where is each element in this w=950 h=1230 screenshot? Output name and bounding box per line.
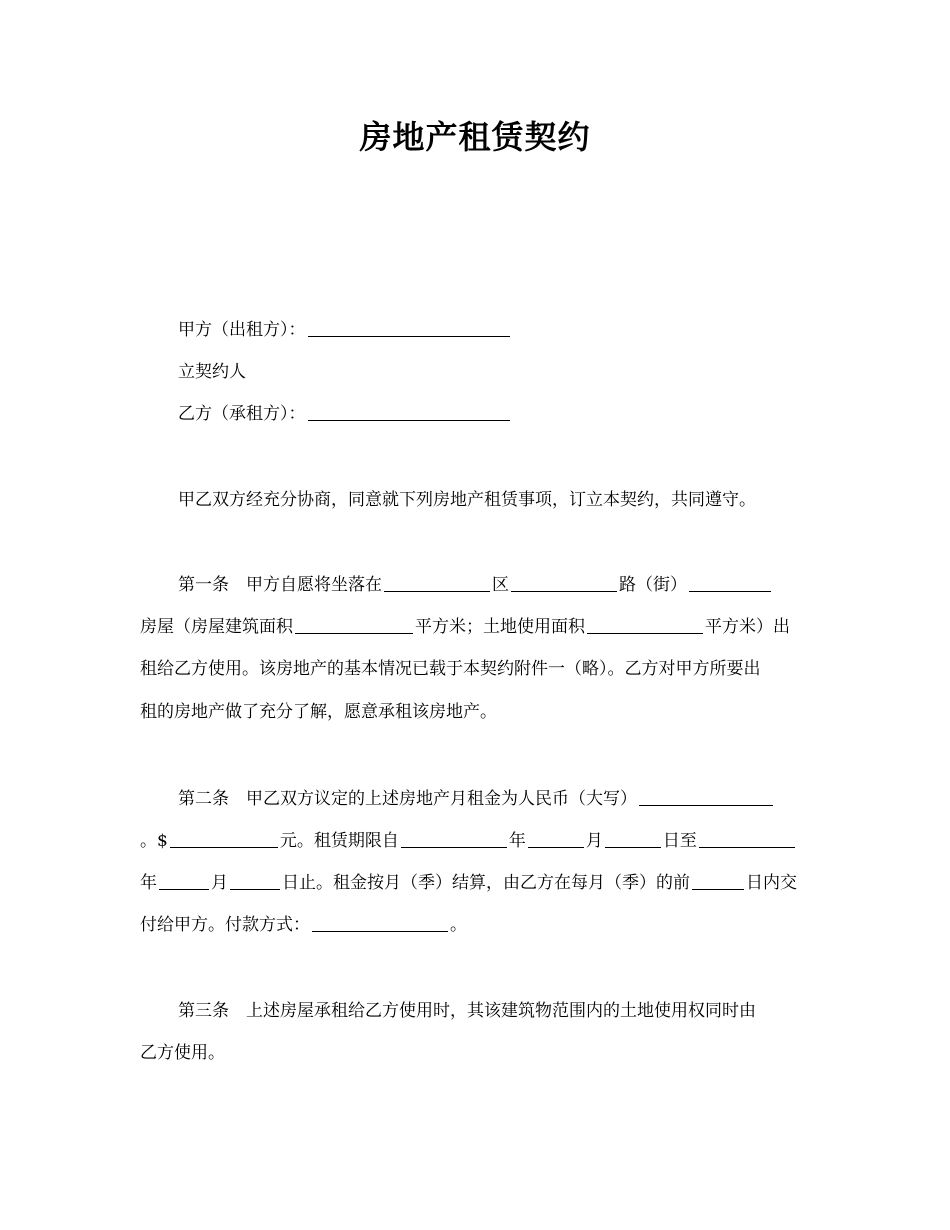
article2-text: 。 (450, 915, 467, 935)
article3-line1: 第三条 上述房屋承租给乙方使用时，其该建筑物范围内的土地使用权同时由 (178, 1001, 756, 1021)
party-b-line (178, 402, 812, 426)
article1-line3: 租给乙方使用。该房地产的基本情况已载于本契约附件一（略）。乙方对甲方所要出 (140, 659, 761, 679)
party-a-line (178, 318, 812, 342)
article1-text: 路（街） (619, 575, 687, 595)
payment-method-blank[interactable] (312, 913, 448, 932)
end-month-blank[interactable] (159, 871, 209, 890)
rent-amount-blank[interactable] (170, 829, 278, 848)
rent-amount-words-blank[interactable] (639, 787, 773, 806)
article2-text: 。$ (140, 831, 168, 851)
article2-text: 年 (140, 873, 157, 893)
article2-text: 日止。租金按月（季）结算，由乙方在每月（季）的前 (282, 873, 690, 893)
party-a-blank[interactable] (308, 318, 510, 337)
payment-days-blank[interactable] (692, 871, 744, 890)
party-a-label: 甲方（出租方）： (178, 320, 306, 340)
start-month-blank[interactable] (528, 829, 584, 848)
party-b-blank[interactable] (308, 402, 510, 421)
district-blank[interactable] (384, 573, 490, 592)
article2-text: 月 (211, 873, 228, 893)
article1-line2 (140, 615, 812, 639)
article2-line1 (178, 787, 812, 811)
article2-text: 付给甲方。付款方式： (140, 915, 310, 935)
article1-text: 房屋（房屋建筑面积 (140, 617, 293, 637)
end-year-blank[interactable] (699, 829, 795, 848)
building-area-blank[interactable] (295, 615, 413, 634)
article2-text: 年 (508, 831, 526, 851)
house-number-blank[interactable] (689, 573, 771, 592)
article2-line2 (140, 829, 812, 853)
start-year-blank[interactable] (401, 829, 507, 848)
document-title: 房地产租赁契约 (359, 118, 591, 156)
signer-line (178, 360, 812, 384)
article2-line3 (140, 871, 812, 895)
article2-text: 日内交 (746, 873, 797, 893)
article1-text: 区 (492, 575, 509, 595)
article2-line4 (140, 913, 812, 937)
article2-text: 元。租赁期限自 (279, 831, 399, 851)
end-day-blank[interactable] (230, 871, 280, 890)
land-area-blank[interactable] (587, 615, 703, 634)
preamble: 甲乙双方经充分协商，同意就下列房地产租赁事项，订立本契约，共同遵守。 (178, 490, 756, 510)
party-b-label: 乙方（承租方）： (178, 404, 306, 424)
article2-text: 日至 (662, 831, 697, 851)
article1-text: 第一条 甲方自愿将坐落在 (178, 575, 382, 595)
signer-label: 立契约人 (178, 362, 246, 382)
road-blank[interactable] (511, 573, 617, 592)
article1-line4: 租的房地产做了充分了解，愿意承租该房地产。 (140, 702, 497, 722)
article2-text: 第二条 甲乙双方议定的上述房地产月租金为人民币（大写） (178, 789, 637, 809)
article1-line1 (178, 573, 812, 597)
article2-text: 月 (585, 831, 603, 851)
article3-line2: 乙方使用。 (140, 1043, 225, 1063)
start-day-blank[interactable] (605, 829, 661, 848)
article1-text: 平方米）出 (705, 617, 790, 637)
article1-text: 平方米；土地使用面积 (415, 617, 585, 637)
